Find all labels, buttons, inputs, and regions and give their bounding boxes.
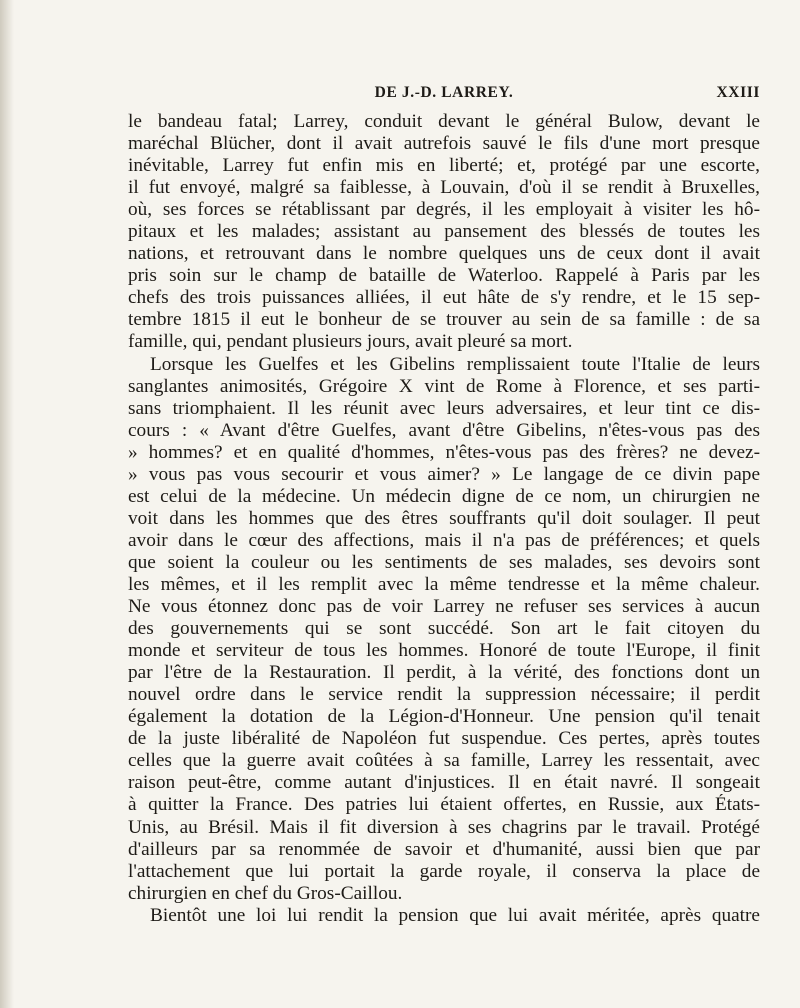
text-line: nations, et retrouvant dans le nombre quelques uns de ceux dont il avait [128,243,760,265]
text-line: nouvel ordre dans le service rendit la suppression nécessaire; il perdit [128,684,760,706]
text-line: il fut envoyé, malgré sa faiblesse, à Louvain, d'où il se rendit à Bruxelles, [128,177,760,199]
text-line: pris soin sur le champ de bataille de Waterloo. Rappelé à Paris par les [128,265,760,287]
text-line: voit dans les hommes que des êtres souffrants qu'il doit soulager. Il peut [128,507,760,529]
text-line: à quitter la France. Des patries lui étaient offertes, en Russie, aux États- [128,794,760,816]
body-text [128,111,760,927]
running-head: DE J.-D. LARREY. [374,84,514,101]
text-line: » vous pas vous secourir et vous aimer? » Le langage de ce divin pape [128,463,760,485]
text-line: d'ailleurs par sa renommée de savoir et d'humanité, aussi bien que par [128,838,760,860]
text-line: Ne vous étonnez donc pas de voir Larrey ne refuser ses services à aucun [128,596,760,618]
text-line: maréchal Blücher, dont il avait autrefois sauvé le fils d'une mort presque [128,133,760,155]
text-line: est celui de la médecine. Un médecin digne de ce nom, un chirurgien ne [128,485,760,507]
text-line: de la juste libéralité de Napoléon fut suspendue. Ces pertes, après toutes [128,728,760,750]
text-line: les mêmes, et il les remplit avec la même tendresse et la même chaleur. [128,573,760,595]
page-header [128,84,760,108]
text-line: le bandeau fatal; Larrey, conduit devant le général Bulow, devant le [128,111,760,132]
page-gutter-shadow [0,0,14,1008]
text-line: des gouvernements qui se sont succédé. Son art le fait citoyen du [128,618,760,640]
text-line: cours : « Avant d'être Guelfes, avant d'être Gibelins, n'êtes-vous pas des [128,419,760,441]
text-line: également la dotation de la Légion-d'Honneur. Une pension qu'il tenait [128,706,760,728]
text-line: chirurgien en chef du Gros-Caillou. [128,882,403,904]
text-line: Unis, au Brésil. Mais il fit diversion à ses chagrins par le travail. Protégé [128,816,760,838]
page-number: XXIII [716,84,760,101]
text-line: pitaux et les malades; assistant au pansement des blessés de toutes les [128,221,760,243]
text-line: famille, qui, pendant plusieurs jours, avait pleuré sa mort. [128,331,573,353]
text-line: celles que la guerre avait coûtées à sa famille, Larrey les ressentait, avec [128,750,760,772]
text-line: tembre 1815 il eut le bonheur de se trouver au sein de sa famille : de sa [128,309,760,331]
text-line: avoir dans le cœur des affections, mais il n'a pas de préférences; et quels [128,529,760,551]
text-line: sans triomphaient. Il les réunit avec leurs adversaires, et leur tint ce dis- [128,397,760,419]
text-line: où, ses forces se rétablissant par degrés, il les employait à visiter les hô- [128,199,760,221]
text-line: chefs des trois puissances alliées, il eut hâte de s'y rendre, et le 15 sep- [128,287,760,309]
text-line: inévitable, Larrey fut enfin mis en liberté; et, protégé par une escorte, [128,155,760,177]
text-line: Lorsque les Guelfes et les Gibelins remplissaient toute l'Italie de leurs [150,353,760,375]
text-line: sanglantes animosités, Grégoire X vint de Rome à Florence, et ses parti- [128,375,760,397]
text-line: raison peut-être, comme autant d'injustices. Il en était navré. Il songeait [128,772,760,794]
text-line: que soient la couleur ou les sentiments de ses malades, ses devoirs sont [128,551,760,573]
text-line: » hommes? et en qualité d'hommes, n'êtes-vous pas des frères? ne devez- [128,441,760,463]
text-line: l'attachement que lui portait la garde royale, il conserva la place de [128,860,760,882]
text-line: par l'être de la Restauration. Il perdit, à la vérité, des fonctions dont un [128,662,760,684]
text-line: monde et serviteur de tous les hommes. Honoré de toute l'Europe, il finit [128,640,760,662]
text-line: Bientôt une loi lui rendit la pension que lui avait méritée, après quatre [150,904,760,926]
